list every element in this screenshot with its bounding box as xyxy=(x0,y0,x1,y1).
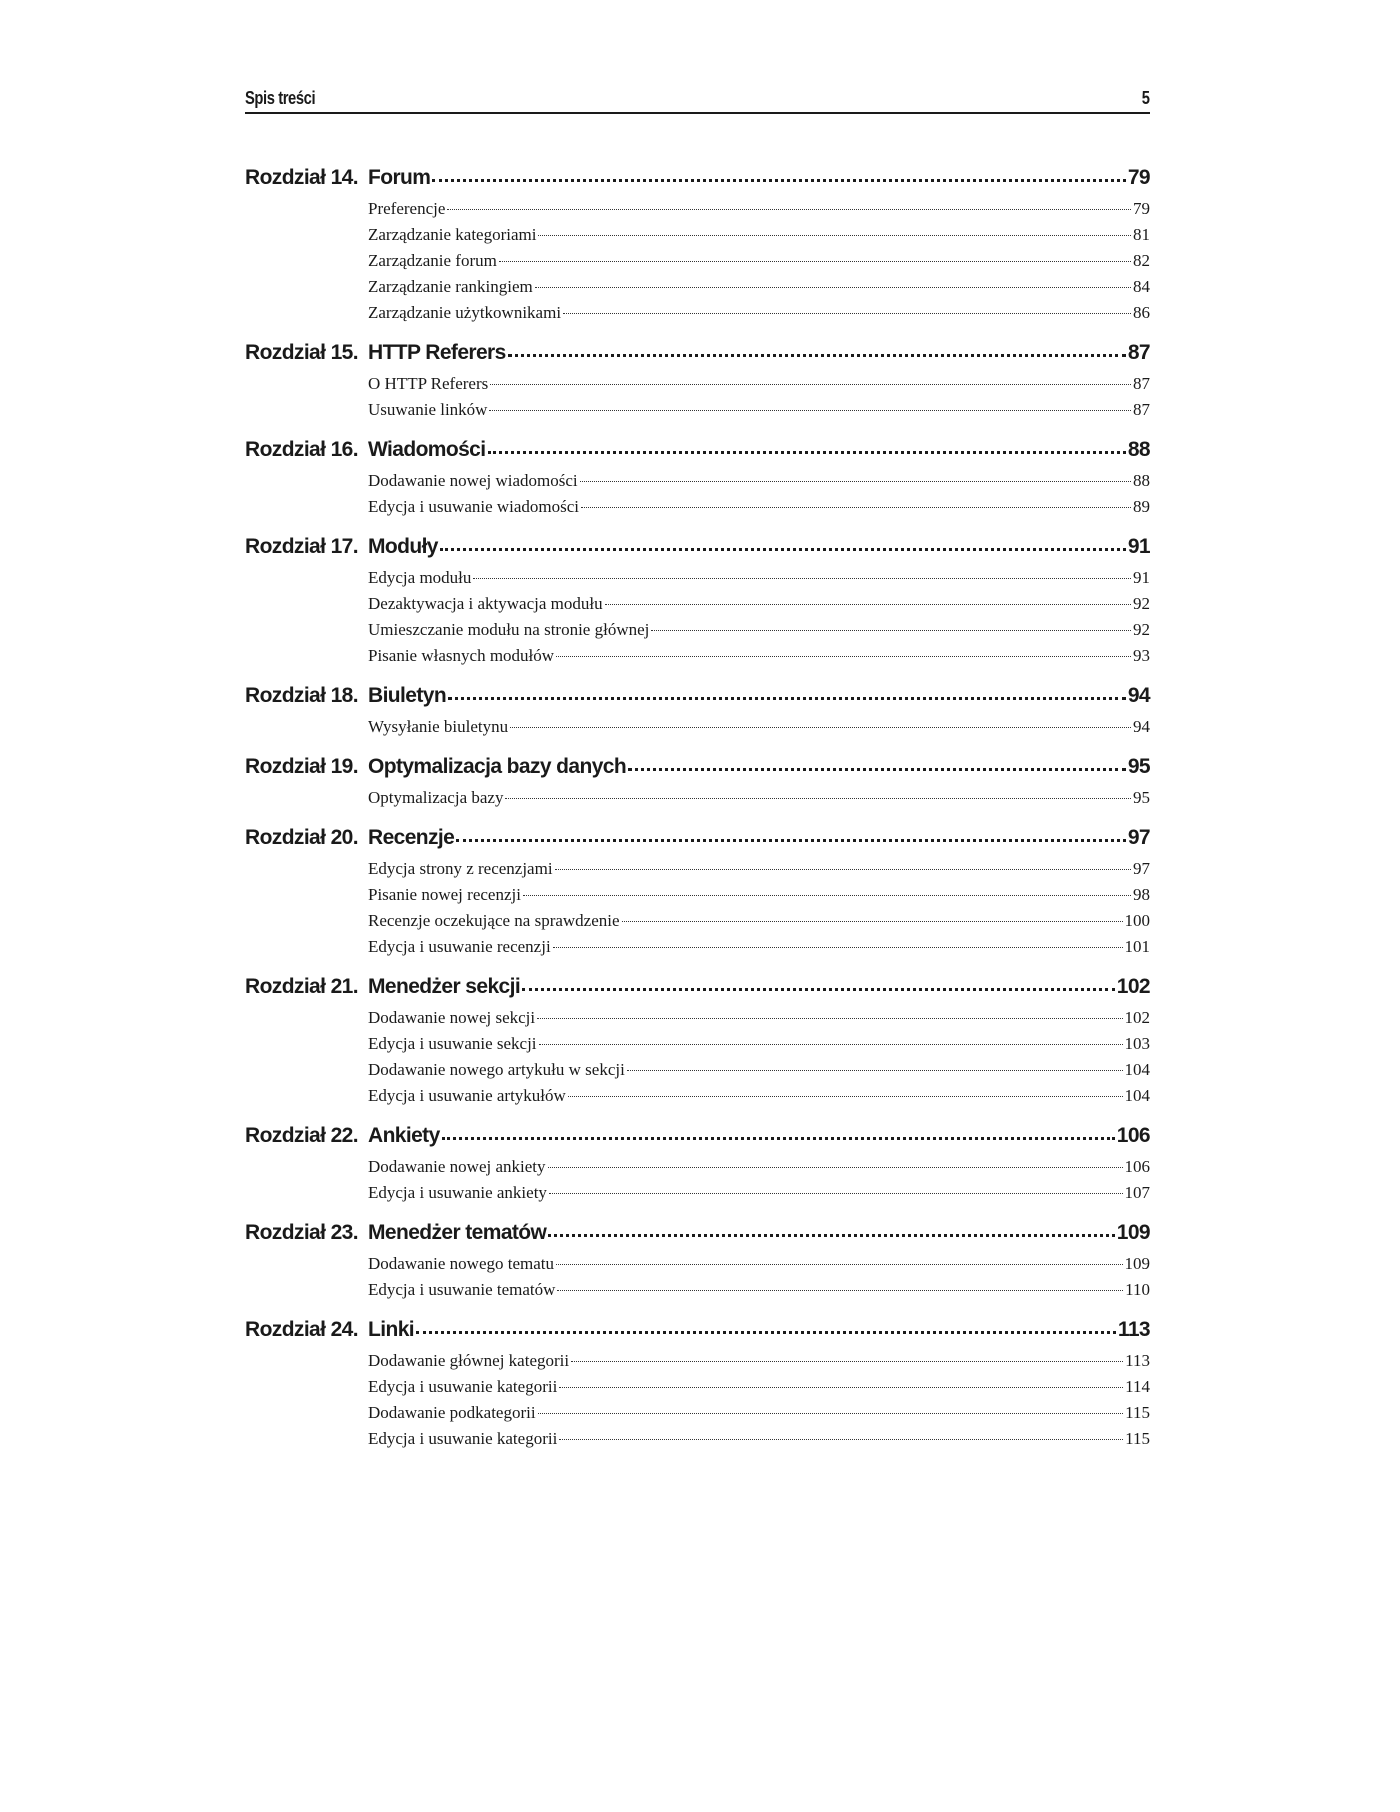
chapter-entry[interactable] xyxy=(245,969,1150,1005)
section-list xyxy=(245,1251,1150,1303)
chapter-number: Rozdział 20. xyxy=(245,826,358,849)
dot-leader xyxy=(548,1234,1114,1237)
section-title: Wysyłanie biuletynu xyxy=(368,717,509,736)
section-page-number: 107 xyxy=(1124,1183,1150,1202)
section-page-number: 104 xyxy=(1124,1086,1150,1105)
chapter-number: Rozdział 17. xyxy=(245,535,358,558)
chapter-entry[interactable] xyxy=(245,529,1150,565)
section-title: Dodawanie nowej ankiety xyxy=(368,1157,546,1176)
section-page-number: 84 xyxy=(1133,277,1150,296)
toc-chapter xyxy=(245,678,1150,740)
section-entry[interactable] xyxy=(368,1400,1150,1426)
section-title: Recenzje oczekujące na sprawdzenie xyxy=(368,911,620,930)
running-head-title: Spis treści xyxy=(245,88,316,108)
page-header xyxy=(245,84,1150,114)
section-title: Preferencje xyxy=(368,199,446,218)
section-entry[interactable] xyxy=(368,591,1150,617)
dot-leader xyxy=(505,798,1131,799)
dot-leader xyxy=(535,287,1131,288)
dot-leader xyxy=(490,384,1131,385)
section-page-number: 94 xyxy=(1133,717,1150,736)
section-page-number: 115 xyxy=(1125,1429,1150,1448)
toc-chapter xyxy=(245,529,1150,669)
dot-leader xyxy=(416,1331,1116,1334)
section-title: Pisanie własnych modułów xyxy=(368,646,555,665)
section-list xyxy=(245,1005,1150,1109)
section-entry[interactable] xyxy=(368,1154,1150,1180)
section-title: Edycja i usuwanie kategorii xyxy=(368,1377,558,1396)
section-entry[interactable] xyxy=(368,1180,1150,1206)
dot-leader xyxy=(440,548,1126,551)
dot-leader xyxy=(448,697,1126,700)
section-title: Edycja i usuwanie kategorii xyxy=(368,1429,558,1448)
section-page-number: 86 xyxy=(1133,303,1150,322)
toc-chapter xyxy=(245,160,1150,326)
chapter-title: Forum xyxy=(368,166,431,189)
chapter-entry[interactable] xyxy=(245,432,1150,468)
section-entry[interactable] xyxy=(368,468,1150,494)
chapter-page-number: 102 xyxy=(1116,975,1150,998)
section-entry[interactable] xyxy=(368,617,1150,643)
section-entry[interactable] xyxy=(368,1251,1150,1277)
section-list xyxy=(245,565,1150,669)
dot-leader xyxy=(581,507,1131,508)
page-number: 5 xyxy=(1142,88,1150,108)
section-title: Usuwanie linków xyxy=(368,400,488,419)
section-list xyxy=(245,1154,1150,1206)
section-page-number: 88 xyxy=(1133,471,1150,490)
section-page-number: 89 xyxy=(1133,497,1150,516)
section-entry[interactable] xyxy=(368,714,1150,740)
section-title: Dodawanie nowej wiadomości xyxy=(368,471,578,490)
section-entry[interactable] xyxy=(368,1031,1150,1057)
chapter-number: Rozdział 14. xyxy=(245,166,358,189)
dot-leader xyxy=(605,604,1131,605)
toc-chapter xyxy=(245,749,1150,811)
section-page-number: 106 xyxy=(1124,1157,1150,1176)
chapter-title: Wiadomości xyxy=(368,438,486,461)
section-list xyxy=(245,371,1150,423)
chapter-page-number: 88 xyxy=(1127,438,1150,461)
section-entry[interactable] xyxy=(368,1083,1150,1109)
dot-leader xyxy=(538,1413,1124,1414)
dot-leader xyxy=(553,947,1123,948)
section-list xyxy=(245,196,1150,326)
chapter-number: Rozdział 23. xyxy=(245,1221,358,1244)
section-title: Edycja i usuwanie recenzji xyxy=(368,937,551,956)
section-list xyxy=(245,714,1150,740)
dot-leader xyxy=(537,1018,1122,1019)
dot-leader xyxy=(559,1387,1123,1388)
chapter-entry[interactable] xyxy=(245,160,1150,196)
dot-leader xyxy=(571,1361,1123,1362)
section-title: Edycja modułu xyxy=(368,568,472,587)
dot-leader xyxy=(539,1044,1123,1045)
chapter-page-number: 97 xyxy=(1127,826,1150,849)
section-page-number: 91 xyxy=(1133,568,1150,587)
section-entry[interactable] xyxy=(368,1426,1150,1452)
section-list xyxy=(245,468,1150,520)
dot-leader xyxy=(508,354,1126,357)
section-entry[interactable] xyxy=(368,1277,1150,1303)
dot-leader xyxy=(523,895,1131,896)
dot-leader xyxy=(557,1290,1123,1291)
section-page-number: 113 xyxy=(1125,1351,1150,1370)
section-entry[interactable] xyxy=(368,1374,1150,1400)
dot-leader xyxy=(556,656,1131,657)
chapter-page-number: 79 xyxy=(1127,166,1150,189)
section-title: Edycja i usuwanie artykułów xyxy=(368,1086,566,1105)
section-entry[interactable] xyxy=(368,300,1150,326)
section-title: Optymalizacja bazy xyxy=(368,788,504,807)
section-list xyxy=(245,785,1150,811)
table-of-contents xyxy=(245,160,1150,1461)
section-page-number: 97 xyxy=(1133,859,1150,878)
section-entry[interactable] xyxy=(368,494,1150,520)
dot-leader xyxy=(447,209,1131,210)
section-page-number: 93 xyxy=(1133,646,1150,665)
chapter-number: Rozdział 18. xyxy=(245,684,358,707)
dot-leader xyxy=(432,179,1126,182)
section-title: Zarządzanie użytkownikami xyxy=(368,303,562,322)
section-page-number: 82 xyxy=(1133,251,1150,270)
section-page-number: 102 xyxy=(1124,1008,1150,1027)
dot-leader xyxy=(499,261,1131,262)
dot-leader xyxy=(628,768,1126,771)
section-title: Pisanie nowej recenzji xyxy=(368,885,521,904)
section-page-number: 110 xyxy=(1125,1280,1150,1299)
chapter-number: Rozdział 16. xyxy=(245,438,358,461)
dot-leader xyxy=(651,630,1131,631)
section-list xyxy=(245,856,1150,960)
chapter-title: Menedżer tematów xyxy=(368,1221,547,1244)
chapter-title: HTTP Referers xyxy=(368,341,506,364)
dot-leader xyxy=(548,1167,1123,1168)
chapter-page-number: 94 xyxy=(1127,684,1150,707)
chapter-page-number: 113 xyxy=(1117,1318,1150,1341)
chapter-page-number: 106 xyxy=(1116,1124,1150,1147)
section-page-number: 87 xyxy=(1133,400,1150,419)
section-title: Dodawanie nowej sekcji xyxy=(368,1008,536,1027)
section-entry[interactable] xyxy=(368,222,1150,248)
section-page-number: 115 xyxy=(1125,1403,1150,1422)
section-page-number: 92 xyxy=(1133,620,1150,639)
section-page-number: 101 xyxy=(1124,937,1150,956)
chapter-number: Rozdział 24. xyxy=(245,1318,358,1341)
section-title: Zarządzanie rankingiem xyxy=(368,277,533,296)
chapter-number: Rozdział 22. xyxy=(245,1124,358,1147)
chapter-entry[interactable] xyxy=(245,1312,1150,1348)
section-entry[interactable] xyxy=(368,248,1150,274)
chapter-page-number: 87 xyxy=(1127,341,1150,364)
dot-leader xyxy=(555,869,1131,870)
section-entry[interactable] xyxy=(368,1057,1150,1083)
section-page-number: 104 xyxy=(1124,1060,1150,1079)
section-page-number: 98 xyxy=(1133,885,1150,904)
chapter-title: Moduły xyxy=(368,535,438,558)
section-entry[interactable] xyxy=(368,565,1150,591)
section-title: Dezaktywacja i aktywacja modułu xyxy=(368,594,603,613)
chapter-page-number: 95 xyxy=(1127,755,1150,778)
chapter-number: Rozdział 19. xyxy=(245,755,358,778)
dot-leader xyxy=(489,410,1131,411)
toc-chapter xyxy=(245,1215,1150,1303)
chapter-title: Optymalizacja bazy danych xyxy=(368,755,627,778)
dot-leader xyxy=(473,578,1131,579)
section-page-number: 114 xyxy=(1125,1377,1150,1396)
section-page-number: 81 xyxy=(1133,225,1150,244)
dot-leader xyxy=(568,1096,1123,1097)
dot-leader xyxy=(622,921,1123,922)
section-page-number: 100 xyxy=(1124,911,1150,930)
dot-leader xyxy=(522,988,1115,991)
chapter-entry[interactable] xyxy=(245,1118,1150,1154)
dot-leader xyxy=(442,1137,1115,1140)
chapter-entry[interactable] xyxy=(245,1215,1150,1251)
section-page-number: 92 xyxy=(1133,594,1150,613)
section-entry[interactable] xyxy=(368,643,1150,669)
section-entry[interactable] xyxy=(368,1005,1150,1031)
section-page-number: 103 xyxy=(1124,1034,1150,1053)
toc-chapter xyxy=(245,432,1150,520)
section-title: Edycja i usuwanie tematów xyxy=(368,1280,556,1299)
dot-leader xyxy=(510,727,1131,728)
chapter-title: Recenzje xyxy=(368,826,455,849)
dot-leader xyxy=(488,451,1126,454)
chapter-page-number: 109 xyxy=(1116,1221,1150,1244)
toc-chapter xyxy=(245,1118,1150,1206)
dot-leader xyxy=(563,313,1131,314)
dot-leader xyxy=(556,1264,1123,1265)
chapter-title: Linki xyxy=(368,1318,415,1341)
chapter-number: Rozdział 15. xyxy=(245,341,358,364)
dot-leader xyxy=(538,235,1131,236)
section-entry[interactable] xyxy=(368,882,1150,908)
section-title: Zarządzanie forum xyxy=(368,251,497,270)
dot-leader xyxy=(559,1439,1123,1440)
section-page-number: 87 xyxy=(1133,374,1150,393)
section-entry[interactable] xyxy=(368,908,1150,934)
toc-chapter xyxy=(245,1312,1150,1452)
dot-leader xyxy=(580,481,1131,482)
section-entry[interactable] xyxy=(368,196,1150,222)
section-title: Dodawanie podkategorii xyxy=(368,1403,536,1422)
toc-chapter xyxy=(245,820,1150,960)
dot-leader xyxy=(549,1193,1123,1194)
section-title: Dodawanie nowego artykułu w sekcji xyxy=(368,1060,625,1079)
section-entry[interactable] xyxy=(368,785,1150,811)
section-entry[interactable] xyxy=(368,397,1150,423)
section-entry[interactable] xyxy=(368,371,1150,397)
section-page-number: 79 xyxy=(1133,199,1150,218)
section-title: Dodawanie nowego tematu xyxy=(368,1254,554,1273)
chapter-entry[interactable] xyxy=(245,678,1150,714)
section-entry[interactable] xyxy=(368,274,1150,300)
chapter-entry[interactable] xyxy=(245,335,1150,371)
toc-chapter xyxy=(245,335,1150,423)
chapter-entry[interactable] xyxy=(245,820,1150,856)
chapter-title: Ankiety xyxy=(368,1124,440,1147)
chapter-title: Menedżer sekcji xyxy=(368,975,521,998)
chapter-title: Biuletyn xyxy=(368,684,447,707)
section-title: Umieszczanie modułu na stronie głównej xyxy=(368,620,650,639)
section-title: Dodawanie głównej kategorii xyxy=(368,1351,570,1370)
chapter-number: Rozdział 21. xyxy=(245,975,358,998)
section-title: Edycja i usuwanie sekcji xyxy=(368,1034,537,1053)
chapter-page-number: 91 xyxy=(1127,535,1150,558)
section-title: Edycja strony z recenzjami xyxy=(368,859,553,878)
dot-leader xyxy=(456,839,1126,842)
toc-chapter xyxy=(245,969,1150,1109)
section-title: O HTTP Referers xyxy=(368,374,489,393)
section-title: Zarządzanie kategoriami xyxy=(368,225,537,244)
dot-leader xyxy=(627,1070,1123,1071)
section-entry[interactable] xyxy=(368,856,1150,882)
section-page-number: 109 xyxy=(1124,1254,1150,1273)
section-title: Edycja i usuwanie ankiety xyxy=(368,1183,547,1202)
chapter-entry[interactable] xyxy=(245,749,1150,785)
section-title: Edycja i usuwanie wiadomości xyxy=(368,497,580,516)
section-page-number: 95 xyxy=(1133,788,1150,807)
section-entry[interactable] xyxy=(368,1348,1150,1374)
section-entry[interactable] xyxy=(368,934,1150,960)
section-list xyxy=(245,1348,1150,1452)
